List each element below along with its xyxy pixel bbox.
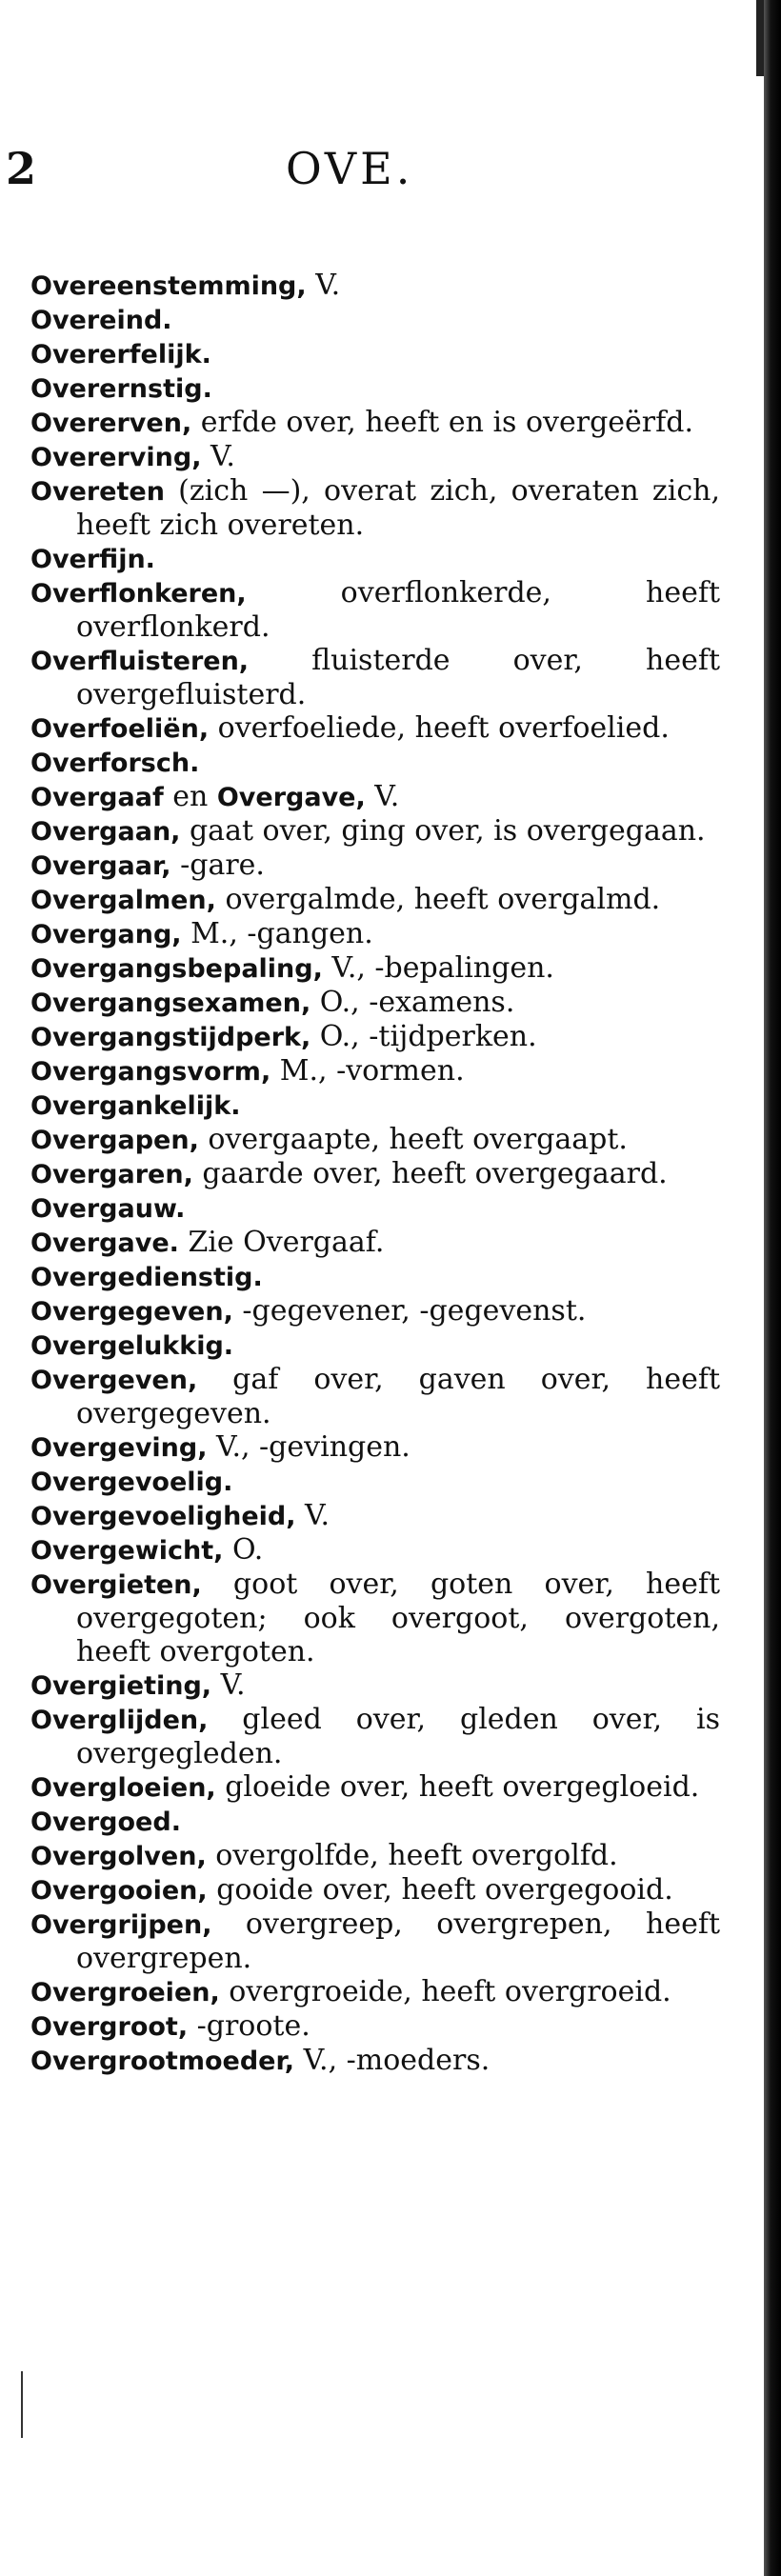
dictionary-entry xyxy=(30,1363,720,1430)
entry-headword: Overgieten, xyxy=(30,1570,202,1600)
dictionary-entry xyxy=(30,780,720,814)
entry-headword: Overgangstijdperk, xyxy=(30,1023,311,1052)
entry-definition: gaarde over, heeft overgegaard. xyxy=(192,1157,668,1190)
dictionary-entry xyxy=(30,814,720,849)
dictionary-entry xyxy=(30,1668,720,1703)
entry-headword: Overgegeven, xyxy=(30,1297,233,1327)
dictionary-entry xyxy=(30,2009,720,2044)
dictionary-entry xyxy=(30,542,720,576)
entry-definition: V., -gevingen. xyxy=(207,1430,411,1464)
dictionary-entry xyxy=(30,303,720,337)
entry-headword: Overfluisteren, xyxy=(30,647,250,676)
entry-headword: Overgieting, xyxy=(30,1671,212,1701)
entry-headword: Overgrootmoeder, xyxy=(30,2047,295,2076)
entry-headword: Overgedienstig. xyxy=(30,1263,263,1292)
entry-headword: Overgroot, xyxy=(30,2012,189,2042)
dictionary-entry xyxy=(30,1123,720,1157)
entry-headword: Overeenstemming, xyxy=(30,271,307,301)
dictionary-entries xyxy=(30,269,720,2078)
dictionary-entry xyxy=(30,269,720,303)
dictionary-entry xyxy=(30,1770,720,1805)
entry-headword: Overgangsbepaling, xyxy=(30,954,323,984)
entry-definition: -gare. xyxy=(170,849,265,882)
entry-definition: (zich —), overat zich, overaten zich, heeft zich overeten. xyxy=(76,474,720,542)
dictionary-entry xyxy=(30,440,720,474)
book-spine-shadow xyxy=(764,0,781,2576)
dictionary-entry xyxy=(30,883,720,917)
dictionary-entry xyxy=(30,406,720,440)
entry-definition: V., -bepalingen. xyxy=(322,951,554,985)
margin-rule xyxy=(21,2371,23,2438)
entry-definition: gloeide over, heeft overgegloeid. xyxy=(215,1770,700,1804)
entry-headword: Overgave. xyxy=(30,1228,179,1258)
entry-headword: Overgauw. xyxy=(30,1194,186,1224)
dictionary-entry xyxy=(30,1226,720,1260)
dictionary-entry xyxy=(30,1568,720,1668)
entry-definition: M., -vormen. xyxy=(270,1054,465,1088)
entry-definition: V. xyxy=(306,269,341,302)
entry-headword: Overgroeien, xyxy=(30,1978,220,2007)
entry-headword: Overgangsvorm, xyxy=(30,1057,271,1087)
entry-definition: overflonkerde, heeft overflonkerd. xyxy=(76,576,720,644)
entry-definition: -groote. xyxy=(188,2009,310,2043)
entry-headword: Overgalmen, xyxy=(30,886,216,915)
dictionary-entry xyxy=(30,1907,720,1975)
dictionary-entry xyxy=(30,576,720,644)
entry-headword: Overgoed. xyxy=(30,1807,181,1837)
entry-headword: Overgevoeligheid, xyxy=(30,1502,296,1531)
book-spine-edge xyxy=(756,0,764,76)
entry-headword: Overernstig. xyxy=(30,374,212,404)
entry-headword: Overgolven, xyxy=(30,1842,207,1871)
entry-headword: Overflonkeren, xyxy=(30,579,247,609)
dictionary-entry xyxy=(30,1805,720,1839)
dictionary-entry xyxy=(30,951,720,986)
entry-definition: fluisterde over, heeft overgefluisterd. xyxy=(76,644,720,711)
dictionary-entry xyxy=(30,1088,720,1123)
dictionary-entry xyxy=(30,1975,720,2009)
dictionary-entry xyxy=(30,1465,720,1499)
entry-headword: Overglijden, xyxy=(30,1706,209,1735)
dictionary-entry xyxy=(30,1294,720,1328)
dictionary-entry xyxy=(30,986,720,1020)
entry-definition: V. xyxy=(365,780,400,813)
entry-definition: V. xyxy=(211,1668,246,1702)
entry-headword: Overgang, xyxy=(30,920,182,949)
dictionary-entry xyxy=(30,1020,720,1054)
entry-headword: Overgaan, xyxy=(30,817,181,847)
entry-definition: overgreep, overgrepen, heeft overgrepen. xyxy=(76,1907,720,1975)
dictionary-entry xyxy=(30,746,720,780)
page-number: 2 xyxy=(6,143,38,194)
entry-headword: Overgooien, xyxy=(30,1876,208,1906)
entry-headword: Overfijn. xyxy=(30,545,155,574)
entry-definition: gaat over, ging over, is overgegaan. xyxy=(180,814,706,848)
dictionary-entry xyxy=(30,1533,720,1568)
entry-definition: overgaapte, heeft overgaapt. xyxy=(198,1123,628,1156)
entry-headword: Overeten xyxy=(30,477,165,507)
entry-headword: Overerfelijk. xyxy=(30,340,211,369)
entry-headword: Overgeving, xyxy=(30,1433,208,1463)
entry-definition: overgalmde, heeft overgalmd. xyxy=(215,883,661,916)
entry-headword: Overgevoelig. xyxy=(30,1468,233,1497)
entry-headword: Overgaren, xyxy=(30,1160,193,1189)
entry-definition: O. xyxy=(223,1533,264,1567)
entry-definition: V. xyxy=(201,440,235,473)
entry-headword: Overgave, xyxy=(216,783,366,812)
entry-headword: Overerven, xyxy=(30,409,192,438)
entry-definition: O., -examens. xyxy=(310,986,515,1019)
entry-definition: V., -moeders. xyxy=(294,2044,491,2077)
dictionary-entry xyxy=(30,337,720,371)
entry-definition: goot over, goten over, heeft overgegoten; ook overgoot, overgoten, heeft overgoten. xyxy=(76,1568,720,1668)
page-header xyxy=(0,143,743,210)
entry-definition: en xyxy=(163,780,217,813)
entry-headword: Overgewicht, xyxy=(30,1536,224,1566)
entry-definition: gaf over, gaven over, heeft overgegeven. xyxy=(76,1363,720,1430)
dictionary-entry xyxy=(30,1260,720,1294)
entry-definition: erfde over, heeft en is overgeërfd. xyxy=(191,406,693,439)
entry-definition: -gegevener, -gegevenst. xyxy=(232,1294,587,1328)
entry-headword: Overgaaf xyxy=(30,783,164,812)
entry-definition: overfoeliede, heeft overfoelied. xyxy=(209,711,670,745)
dictionary-entry xyxy=(30,849,720,883)
dictionary-entry xyxy=(30,1430,720,1465)
entry-headword: Overgankelijk. xyxy=(30,1091,241,1121)
dictionary-entry xyxy=(30,371,720,406)
dictionary-entry xyxy=(30,644,720,711)
dictionary-entry xyxy=(30,1839,720,1873)
entry-headword: Overfoeliën, xyxy=(30,714,210,744)
entry-definition: M., -gangen. xyxy=(181,917,373,950)
entry-definition: gooide over, heeft overgegooid. xyxy=(207,1873,673,1907)
entry-headword: Overgeven, xyxy=(30,1366,198,1395)
entry-headword: Overgaar, xyxy=(30,851,171,881)
entry-definition: O., -tijdperken. xyxy=(310,1020,537,1053)
running-head: OVE. xyxy=(286,143,414,194)
dictionary-entry xyxy=(30,1328,720,1363)
dictionary-entry xyxy=(30,1499,720,1533)
dictionary-entry xyxy=(30,1873,720,1907)
entry-headword: Overgloeien, xyxy=(30,1773,216,1803)
entry-headword: Overeind. xyxy=(30,306,172,335)
entry-definition: gleed over, gleden over, is overgegleden. xyxy=(76,1703,720,1770)
entry-definition: overgroeide, heeft overgroeid. xyxy=(219,1975,671,2008)
entry-headword: Overgapen, xyxy=(30,1126,199,1155)
dictionary-entry xyxy=(30,1191,720,1226)
entry-definition: Zie Overgaaf. xyxy=(178,1226,385,1259)
dictionary-entry xyxy=(30,1157,720,1191)
entry-headword: Overgangsexamen, xyxy=(30,988,311,1018)
entry-headword: Overforsch. xyxy=(30,749,200,778)
dictionary-entry xyxy=(30,1054,720,1088)
dictionary-entry xyxy=(30,917,720,951)
entry-headword: Overgrijpen, xyxy=(30,1910,212,1940)
dictionary-entry xyxy=(30,2044,720,2078)
entry-definition: overgolfde, heeft overgolfd. xyxy=(206,1839,618,1872)
entry-definition: V. xyxy=(295,1499,330,1532)
entry-headword: Overgelukkig. xyxy=(30,1331,234,1361)
dictionary-entry xyxy=(30,711,720,746)
dictionary-entry xyxy=(30,1703,720,1770)
entry-headword: Overerving, xyxy=(30,443,202,472)
dictionary-entry xyxy=(30,474,720,542)
